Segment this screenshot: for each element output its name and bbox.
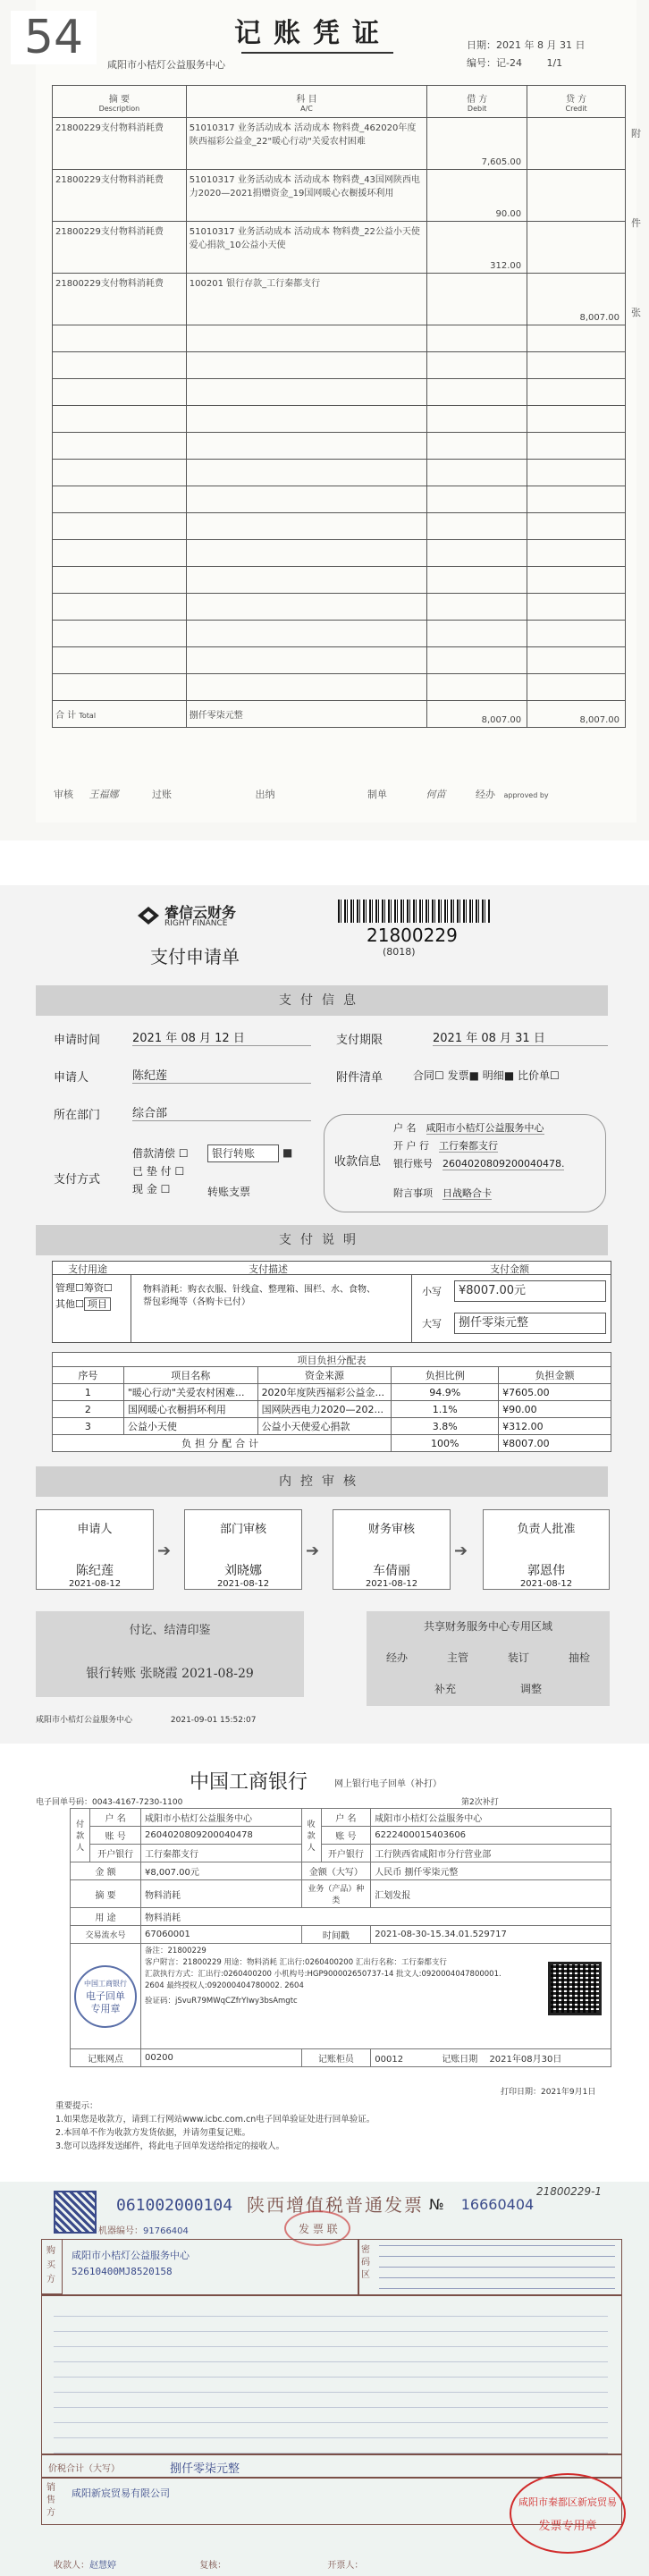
trans-no: 67060001: [141, 1926, 302, 1944]
alloc-header: 序号: [53, 1367, 124, 1384]
bank-title: 中国工商银行: [190, 1771, 308, 1794]
bank-stamp: 中国工商银行 电子回单 专用章: [74, 1965, 137, 2028]
signature-row: [54, 787, 635, 801]
bank-label: 开户银行: [90, 1845, 141, 1862]
shared-title: 共享财务服务中心专用区域: [423, 1620, 552, 1633]
brand-logo-icon: [136, 905, 161, 926]
empty-row: [53, 379, 626, 406]
shared-item: 装订: [507, 1651, 529, 1664]
flow-date: 2021-08-12: [68, 1579, 122, 1589]
flow-date: 2021-08-12: [365, 1579, 418, 1589]
payee-name: 咸阳市小桔灯公益服务中心: [426, 1122, 544, 1134]
summary: 物料消耗: [141, 1880, 302, 1908]
flow-title: 申请人: [77, 1523, 113, 1536]
attach-detail: 明细: [482, 1069, 504, 1082]
bank-subtitle: 网上银行电子回单（补打）: [334, 1779, 442, 1789]
approved-label: approved by: [503, 791, 549, 799]
desc-label: 支付描述: [249, 1263, 288, 1275]
method-transfer: 银行转账: [207, 1144, 279, 1162]
voucher-date: [467, 38, 585, 52]
dept-label: 所在部门: [54, 1109, 101, 1122]
net-label: 记账网点: [71, 2049, 141, 2067]
name-label: 户 名: [90, 1809, 141, 1827]
owner-label: 经办: [476, 789, 495, 800]
deadline-label: 支付期限: [336, 1034, 384, 1047]
table-row: [71, 1944, 611, 2049]
date-label: 记账日期: [442, 2055, 478, 2065]
upper-label: 大写: [422, 1318, 442, 1330]
shared-item: 抽检: [568, 1651, 590, 1664]
row-credit: [527, 170, 626, 222]
payee-bank: 工行陕西省咸阳市分行营业部: [371, 1845, 611, 1862]
checkbox-checked-icon: ■: [503, 1069, 515, 1082]
flow-step: [483, 1509, 610, 1590]
note-item: 3.您可以选择发送邮件，将此电子回单发送给指定的接收人。: [55, 2141, 285, 2151]
acct-label: 账 号: [90, 1827, 141, 1845]
bank-stamp-cell: [71, 1944, 141, 2049]
alloc-table: [52, 1366, 611, 1452]
flow-step: [36, 1509, 154, 1590]
payee-name-label: 户 名: [393, 1122, 417, 1134]
total-words: 捌仟零柒元整: [186, 701, 426, 728]
deadline: 2021 年 08 月 31 日: [433, 1028, 608, 1046]
payee-label: 收款人: [301, 1809, 321, 1862]
section-desc: 支付说明: [36, 1225, 608, 1255]
table-row: [53, 1384, 611, 1401]
barcode-sub: (8018): [383, 946, 416, 958]
vat-invoice: [0, 2182, 649, 2576]
use-other: 其他: [55, 1298, 75, 1310]
seller-label: 销售方: [46, 2483, 55, 2518]
applicant-label: 申请人: [54, 1071, 89, 1085]
payment-request-form: [0, 885, 649, 1744]
summary-label: 摘 要: [71, 1880, 141, 1908]
table-row: [71, 1926, 611, 1944]
alloc-cell: 1.1%: [392, 1401, 499, 1418]
alloc-cell: 公益小天使爱心捐款: [257, 1418, 392, 1435]
payee-acct-label: 银行账号: [393, 1158, 433, 1170]
use: 物料消耗: [141, 1908, 611, 1926]
empty-row: [53, 594, 626, 621]
use-label: 用 途: [71, 1908, 141, 1926]
empty-row: [53, 567, 626, 594]
empty-row: [53, 486, 626, 513]
alloc-header: 负担比例: [392, 1367, 499, 1384]
verify-code: jSvuR79MWqCZfrYIwy3bsAmgtc: [175, 1997, 298, 2006]
brand-name-en: RIGHT FINANCE: [164, 919, 228, 928]
brand-name: 睿信云财务: [164, 904, 237, 921]
shared-item: 经办: [385, 1651, 408, 1664]
bank-label: 开户银行: [321, 1845, 371, 1862]
date: 2021年08月30日: [489, 2055, 562, 2065]
payee-bank-label: 开 户 行: [393, 1140, 429, 1152]
table-row: [53, 118, 626, 170]
shared-item: 补充: [434, 1683, 456, 1695]
title-underline: [241, 52, 393, 54]
divider: [358, 2239, 359, 2294]
payer-acct: 2604020809200040478: [141, 1827, 302, 1845]
payee-details: [393, 1119, 564, 1173]
row-account: 51010317 业务活动成本 活动成本 物料费_462020年度陕西福彩公益金_22"暖心行动"关爱农村困难: [186, 118, 426, 170]
voucher-title: 记账凭证: [234, 18, 392, 49]
alloc-header: 负担金额: [499, 1367, 611, 1384]
payee-label: 收款信息: [334, 1155, 382, 1169]
payee-acct: 2604020809200040478.: [442, 1158, 565, 1170]
time: 2021-08-30-15.34.01.529717: [371, 1926, 611, 1944]
voucher-header-row: [53, 86, 626, 118]
invoice-code: 061002000104: [116, 2196, 233, 2215]
barcode-number: 21800229: [367, 925, 458, 946]
notes-title: 重要提示：: [55, 2101, 98, 2111]
date-label: 日期：: [467, 39, 496, 51]
buyer-label: 购买方: [46, 2246, 55, 2285]
no-value: 16660404: [460, 2196, 535, 2213]
flow-name: 刘晓娜: [224, 1564, 262, 1578]
total-label: 价税合计（大写）: [48, 2464, 120, 2474]
invoice-signers: [54, 2557, 518, 2571]
row-debit: 7,605.00: [427, 118, 527, 170]
payee-label: 收款人：: [54, 2561, 89, 2571]
divider: [41, 2454, 622, 2455]
attachment-side-marks: 附 件 张: [631, 128, 641, 318]
machine-no: 机器编号：91766404: [98, 2226, 189, 2236]
notes-row: [393, 1186, 492, 1200]
total-debit: 8,007.00: [427, 701, 527, 728]
teller: 00012: [375, 2055, 404, 2065]
audit-label: 审核: [54, 789, 73, 800]
amount-upper-label: 金额（大写）: [301, 1862, 371, 1880]
shared-item: 调整: [519, 1683, 542, 1695]
divider: [41, 2477, 622, 2479]
row-summary: 21800229支付物料消耗费: [53, 222, 187, 274]
checkbox-empty-icon: ☐: [550, 1069, 560, 1082]
row-summary: 21800229支付物料消耗费: [53, 170, 187, 222]
buyer-tax: 52610400MJ8520158: [72, 2266, 173, 2277]
alloc-cell: ¥90.00: [499, 1401, 611, 1418]
print-date: 打印日期：2021年9月1日: [501, 2088, 596, 2097]
empty-row: [53, 540, 626, 567]
important-notes: [55, 2099, 375, 2153]
header-summary: 摘 要 Description: [53, 86, 187, 118]
attach-label: 附件清单: [336, 1071, 384, 1085]
alloc-cell: 国网暖心衣橱捐环利用: [123, 1401, 257, 1418]
flow-step: [184, 1509, 302, 1590]
applicant: 陈纪莲: [132, 1066, 311, 1084]
flow-title: 部门审核: [219, 1523, 266, 1536]
empty-row: [53, 352, 626, 379]
table-row: [53, 1418, 611, 1435]
table-row: [53, 1401, 611, 1418]
alloc-cell: 1: [53, 1384, 124, 1401]
settle-box: [36, 1611, 304, 1697]
arrow-right-icon: ➔: [306, 1541, 320, 1560]
method-loan: 借款清偿: [132, 1147, 176, 1160]
notes-label: 附言事项: [393, 1187, 433, 1199]
goods-lines: [54, 2302, 608, 2454]
page-count: 1/1: [546, 57, 563, 69]
method-cash: 现 金: [132, 1183, 157, 1195]
voucher-number: [467, 55, 562, 70]
row-credit: [527, 118, 626, 170]
cashier-label: 出纳: [255, 789, 275, 800]
alloc-total-row: [53, 1435, 611, 1452]
row-debit: 312.00: [427, 222, 527, 274]
alloc-cell: 3: [53, 1418, 124, 1435]
lower-amount: ¥8007.00元: [454, 1280, 606, 1302]
attach-contract: 合同: [413, 1069, 435, 1082]
receipt-number: 电子回单号码：0043-4167-7230-1100: [36, 1798, 183, 1807]
divider: [41, 2294, 622, 2296]
table-row: [71, 1809, 611, 1827]
amount-upper: 人民币 捌仟零柒元整: [371, 1862, 611, 1880]
total-credit: 8,007.00: [527, 701, 626, 728]
post-label: 过账: [152, 789, 172, 800]
checkbox-checked-icon: ■: [468, 1069, 479, 1082]
shared-box: [367, 1611, 610, 1706]
dept: 综合部: [132, 1103, 311, 1121]
flow-name: 陈纪莲: [76, 1564, 114, 1578]
flow-date: 2021-08-12: [519, 1579, 573, 1589]
empty-row: [53, 513, 626, 540]
verify-label: 验证码：: [145, 1997, 176, 2006]
payee-acct: 6222400015403606: [371, 1827, 611, 1845]
form-footer: [36, 1713, 256, 1725]
empty-row: [53, 621, 626, 647]
acct-label: 账 号: [321, 1827, 371, 1845]
notes-value: 日战略合卡: [442, 1187, 492, 1199]
alloc-cell: "暖心行动"关爱农村困难...: [123, 1384, 257, 1401]
bank-receipt: [0, 1761, 649, 2173]
header-account: 科 目 A/C: [186, 86, 426, 118]
desc-text: 物料消耗：购衣衣服、针线盒、整理箱、围栏、水、食物、帮包彩绳等（各购卡已付）: [143, 1285, 375, 1307]
row-credit: 8,007.00: [527, 274, 626, 325]
alloc-cell: 公益小天使: [123, 1418, 257, 1435]
row-account: 51010317 业务活动成本 活动成本 物料费_43国网陕西电力2020—2021捐赠资金_19国网暖心衣橱援环利用: [186, 170, 426, 222]
use-project: 项目: [84, 1297, 111, 1311]
desc-header: [52, 1261, 611, 1275]
table-row: [53, 222, 626, 274]
qr-code-icon: [54, 2191, 97, 2234]
invoice-seal: [510, 2473, 626, 2554]
alloc-cell: ¥7605.00: [499, 1384, 611, 1401]
table-row: [71, 1880, 611, 1908]
footer-time: 2021-09-01 15:52:07: [170, 1716, 257, 1725]
payer-name: 咸阳市小桔灯公益服务中心: [141, 1809, 302, 1827]
seal-text: 发票专用章: [538, 2520, 597, 2533]
bank-table: [70, 1808, 611, 2067]
row-summary: 21800229支付物料消耗费: [53, 274, 187, 325]
alloc-title: 项目负担分配表: [52, 1352, 611, 1367]
remark: 备注：21800229 客户附言：21800229 用途：物料消耗 汇出行:0260400200 汇出行名称：工行秦都支行 汇款执行方式：汇出行:0260400200 小机构号:HGP900002650737-14 批文人:0920004047800001. 2604 最终授权人:092000404780002. 2604: [145, 1947, 502, 1990]
apply-time-label: 申请时间: [54, 1034, 101, 1047]
row-debit: 90.00: [427, 170, 527, 222]
flow-title: 财务审核: [367, 1523, 415, 1536]
alloc-cell: 国网陕西电力2020—202...: [257, 1401, 392, 1418]
table-row: [71, 1827, 611, 1845]
empty-row: [53, 460, 626, 486]
payer-label: 付款人: [71, 1809, 90, 1862]
net: 00200: [141, 2049, 302, 2067]
maker-label: 制单: [367, 789, 387, 800]
method-check: 转账支票: [207, 1186, 251, 1198]
accounting-voucher: [0, 0, 649, 840]
table-row: [53, 170, 626, 222]
payee: 赵慧婷: [89, 2561, 116, 2571]
alloc-total-amt: ¥8007.00: [499, 1435, 611, 1452]
alloc-header-row: [53, 1367, 611, 1384]
teller-date-cell: [371, 2049, 611, 2067]
table-row: [71, 1862, 611, 1880]
business-label: 业务（产品）种类: [301, 1880, 371, 1908]
name-label: 户 名: [321, 1809, 371, 1827]
empty-row: [53, 325, 626, 352]
row-summary: 21800229支付物料消耗费: [53, 118, 187, 170]
voucher-unit: 咸阳市小桔灯公益服务中心: [107, 59, 225, 71]
alloc-cell: 2020年度陕西福彩公益金...: [257, 1384, 392, 1401]
maker-name: 何苗: [426, 789, 446, 800]
payee-name: 咸阳市小桔灯公益服务中心: [371, 1809, 611, 1827]
drawer-label: 开票人：: [327, 2561, 364, 2571]
section-audit: 内控审核: [36, 1466, 608, 1497]
use-label: 支付用途: [68, 1263, 107, 1275]
empty-row: [53, 433, 626, 460]
alloc-header: 项目名称: [123, 1367, 257, 1384]
settle-stamp: 银行转账 张晓霞 2021-08-29: [86, 1667, 254, 1681]
alloc-total-label: 负担分配合计: [53, 1435, 392, 1452]
password-area: [379, 2244, 615, 2289]
form-title: 支付申请单: [150, 946, 240, 967]
alloc-cell: 94.9%: [392, 1384, 499, 1401]
invoice-number: [429, 2196, 534, 2213]
header-credit: 贷 方 Credit: [527, 86, 626, 118]
trans-no-label: 交易流水号: [71, 1926, 141, 1944]
checkbox-checked-icon: ■: [282, 1146, 293, 1159]
table-row: [71, 1845, 611, 1862]
empty-row: [53, 406, 626, 433]
method-advanced: 已 垫 付: [132, 1165, 172, 1178]
remark-cell: [141, 1944, 611, 2049]
date-value: 2021 年 8 月 31 日: [496, 39, 586, 51]
divider: [411, 1275, 412, 1343]
arrow-right-icon: ➔: [157, 1541, 172, 1560]
barcode: [338, 899, 490, 923]
section-pay-info: 支付信息: [36, 985, 608, 1016]
audit-name: 王福娜: [88, 789, 119, 800]
row-credit: [527, 222, 626, 274]
amount-label: 支付金额: [490, 1263, 529, 1275]
row-account: 100201 银行存款_工行秦都支行: [186, 274, 426, 325]
footer-org: 咸阳市小桔灯公益服务中心: [36, 1716, 133, 1725]
flow-name: 郭恩伟: [527, 1564, 565, 1578]
attach-list: [413, 1068, 560, 1083]
method-options: 借款清偿 ☐ 已 垫 付 ☐ 现 金 ☐: [132, 1147, 189, 1195]
number-value: 记-24: [496, 57, 522, 69]
attach-invoice: 发票: [447, 1069, 469, 1082]
amount: ¥8,007.00元: [141, 1862, 302, 1880]
alloc-total-pct: 100%: [392, 1435, 499, 1452]
no-label: №: [429, 2196, 444, 2213]
flow-step: [333, 1509, 451, 1590]
row-debit: [427, 274, 527, 325]
teller-label: 记账柜员: [301, 2049, 371, 2067]
business: 汇划发报: [371, 1880, 611, 1908]
alloc-cell: ¥312.00: [499, 1418, 611, 1435]
use-fund: 筹资: [83, 1282, 104, 1294]
alloc-cell: 2: [53, 1401, 124, 1418]
invoice-title: 陕西增值税普通发票: [247, 2194, 424, 2216]
use-manage: 管理: [55, 1282, 75, 1294]
page-number: 54: [11, 11, 97, 64]
buyer-name: 咸阳市小桔灯公益服务中心: [72, 2250, 190, 2261]
handwritten-note: 21800229-1: [536, 2185, 603, 2198]
alloc-header: 资金来源: [257, 1367, 392, 1384]
row-account: 51010317 业务活动成本 活动成本 物料费_22公益小天使爱心捐款_10公益小天使: [186, 222, 426, 274]
time-label: 时间戳: [301, 1926, 371, 1944]
payee-bank: 工行秦都支行: [439, 1140, 498, 1152]
table-row: [71, 1908, 611, 1926]
review-label: 复核：: [199, 2561, 227, 2571]
total-label: 合 计 Total: [53, 701, 187, 728]
arrow-right-icon: ➔: [454, 1541, 468, 1560]
method-label: 支付方式: [54, 1173, 101, 1187]
qr-code-icon: [548, 1962, 602, 2015]
shared-item: 主管: [446, 1651, 468, 1664]
upper-amount: 捌仟零柒元整: [454, 1313, 606, 1334]
invoice-subtitle: 发 票 联: [299, 2223, 338, 2235]
attach-quote: 比价单: [517, 1069, 550, 1082]
flow-date: 2021-08-12: [216, 1579, 270, 1589]
note-item: 2.本回单不作为收款方发货依据，并请勿重复记账。: [55, 2128, 251, 2138]
password-label: 密码区: [361, 2245, 370, 2280]
payer-bank: 工行秦都支行: [141, 1845, 302, 1862]
flow-name: 车倩丽: [373, 1564, 410, 1578]
flow-title: 负责人批准: [517, 1523, 576, 1536]
use-options: 管理☐筹资☐ 其他☐ 项目: [55, 1282, 113, 1310]
number-label: 编号：: [467, 57, 496, 69]
alloc-cell: 3.8%: [392, 1418, 499, 1435]
print-count: 第2次补打: [461, 1798, 499, 1807]
voucher-table: [52, 85, 626, 728]
total-row: [53, 701, 626, 728]
seller-name: 咸阳新宸贸易有限公司: [72, 2487, 170, 2499]
empty-row: [53, 674, 626, 701]
amount-label: 金 额: [71, 1862, 141, 1880]
lower-label: 小写: [422, 1286, 442, 1297]
table-row: [53, 274, 626, 325]
header-debit: 借 方 Debit: [427, 86, 527, 118]
checkbox-empty-icon: ☐: [434, 1069, 444, 1082]
seal-org: 咸阳市秦都区新宸贸易: [518, 2496, 617, 2508]
empty-row: [53, 647, 626, 674]
apply-time: 2021 年 08 月 12 日: [132, 1028, 311, 1046]
total-upper: 捌仟零柒元整: [170, 2462, 240, 2476]
note-item: 1.如果您是收款方，请到工行网站www.icbc.com.cn电子回单验证处进行回单验证。: [55, 2115, 375, 2124]
table-row: [71, 2049, 611, 2067]
settle-title: 付讫、结清印鉴: [129, 1624, 211, 1637]
